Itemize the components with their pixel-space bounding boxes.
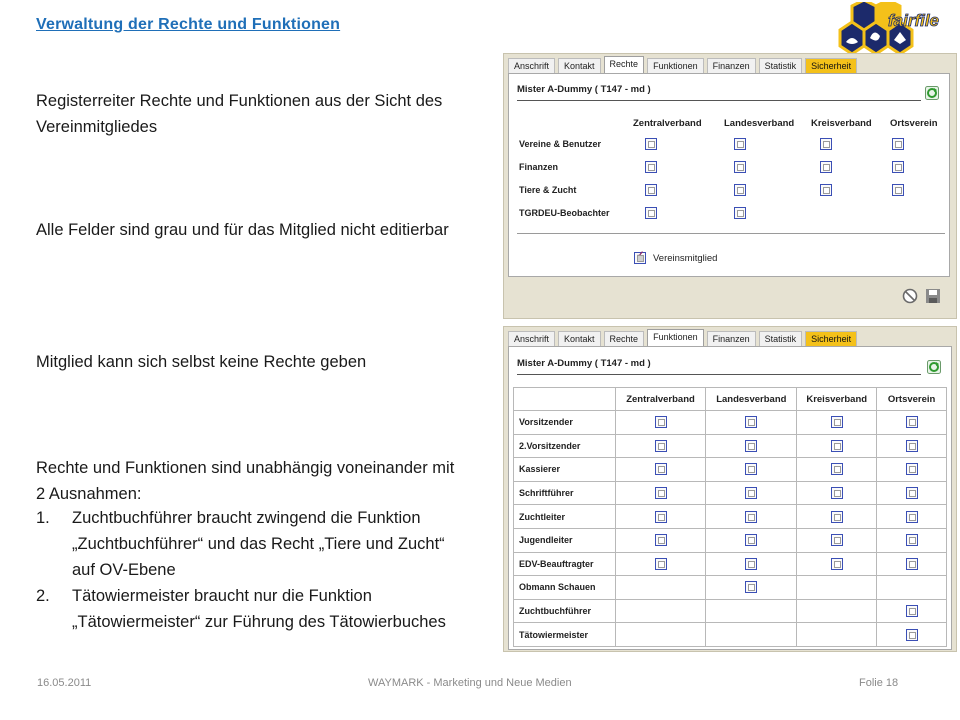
independence-text: Rechte und Funktionen sind unabhängig voneinander mit 2 Ausnahmen: — [36, 459, 455, 503]
rights-checkbox[interactable] — [734, 138, 746, 150]
rights-checkbox[interactable] — [645, 184, 657, 196]
table-cell — [615, 505, 706, 529]
column-header: Ortsverein — [877, 388, 947, 411]
table-cell — [615, 434, 706, 458]
function-checkbox[interactable] — [831, 558, 843, 570]
table-row — [514, 599, 947, 623]
function-checkbox[interactable] — [906, 605, 918, 617]
rights-checkbox[interactable] — [892, 138, 904, 150]
table-row — [514, 623, 947, 647]
table-cell — [706, 623, 797, 647]
function-checkbox[interactable] — [831, 416, 843, 428]
table-cell — [877, 599, 947, 623]
table-cell — [797, 599, 877, 623]
tab-sicherheit[interactable]: Sicherheit — [805, 331, 857, 346]
table-cell — [797, 552, 877, 576]
save-icon[interactable] — [925, 288, 941, 304]
tab-kontakt[interactable]: Kontakt — [558, 58, 601, 73]
rights-checkbox[interactable] — [892, 161, 904, 173]
function-checkbox[interactable] — [906, 463, 918, 475]
vereinsmitglied-checkbox[interactable] — [634, 252, 646, 264]
table-cell — [877, 505, 947, 529]
exceptions-list — [36, 505, 466, 635]
table-cell — [615, 623, 706, 647]
column-header: Zentralverband — [615, 388, 706, 411]
function-checkbox[interactable] — [831, 440, 843, 452]
row-label: Vereine & Benutzer — [519, 139, 602, 149]
table-row — [514, 458, 947, 482]
row-label: Tätowiermeister — [514, 623, 616, 647]
intro-text: Registerreiter Rechte und Funktionen aus der Sicht des Vereinmitgliedes — [36, 92, 443, 136]
function-checkbox[interactable] — [745, 511, 757, 523]
functions-panel — [508, 346, 952, 650]
function-checkbox[interactable] — [906, 534, 918, 546]
rights-checkbox[interactable] — [645, 207, 657, 219]
row-label: 2.Vorsitzender — [514, 434, 616, 458]
table-cell — [877, 481, 947, 505]
table-cell — [877, 458, 947, 482]
table-cell — [797, 623, 877, 647]
table-cell — [615, 481, 706, 505]
tab-sicherheit[interactable]: Sicherheit — [805, 58, 857, 73]
function-checkbox[interactable] — [831, 534, 843, 546]
table-cell — [877, 528, 947, 552]
table-cell — [797, 505, 877, 529]
function-checkbox[interactable] — [655, 463, 667, 475]
table-cell — [797, 528, 877, 552]
table-row — [514, 481, 947, 505]
rights-panel — [508, 73, 950, 277]
column-header: Kreisverband — [797, 388, 877, 411]
row-label: Vorsitzender — [514, 411, 616, 435]
row-label: TGRDEU-Beobachter — [519, 208, 610, 218]
refresh-icon[interactable] — [927, 360, 941, 374]
table-cell — [615, 576, 706, 600]
table-cell — [797, 481, 877, 505]
footer-page-number: Folie 18 — [859, 677, 899, 689]
tab-anschrift[interactable]: Anschrift — [508, 331, 555, 346]
row-label: Zuchtbuchführer — [514, 599, 616, 623]
function-checkbox[interactable] — [655, 416, 667, 428]
tab-rechte[interactable]: Rechte — [604, 331, 645, 346]
tab-funktionen[interactable]: Funktionen — [647, 329, 704, 346]
table-cell — [877, 576, 947, 600]
logo-text: fairfile — [888, 11, 940, 30]
vereinsmitglied-label: Vereinsmitglied — [653, 253, 718, 264]
table-cell — [706, 576, 797, 600]
grey-fields-text: Alle Felder sind grau und für das Mitglied nicht editierbar — [36, 221, 449, 239]
table-cell — [615, 599, 706, 623]
table-row — [514, 528, 947, 552]
table-header-row — [514, 388, 947, 411]
functions-table — [513, 387, 947, 647]
table-row — [514, 411, 947, 435]
cancel-icon[interactable] — [902, 288, 918, 304]
function-checkbox[interactable] — [655, 440, 667, 452]
no-self-rights-text: Mitglied kann sich selbst keine Rechte geben — [36, 353, 367, 371]
tab-funktionen[interactable]: Funktionen — [647, 58, 704, 73]
table-cell — [615, 411, 706, 435]
table-cell — [797, 458, 877, 482]
function-checkbox[interactable] — [745, 581, 757, 593]
member-name: Mister A-Dummy ( T147 - md ) — [517, 84, 651, 95]
function-checkbox[interactable] — [906, 440, 918, 452]
table-cell — [615, 552, 706, 576]
function-checkbox[interactable] — [655, 558, 667, 570]
row-label: Finanzen — [519, 162, 559, 172]
rights-checkbox[interactable] — [734, 161, 746, 173]
member-name: Mister A-Dummy ( T147 - md ) — [517, 358, 651, 369]
member-underline — [517, 374, 921, 375]
column-header: Ortsverein — [890, 118, 938, 129]
function-checkbox[interactable] — [906, 487, 918, 499]
column-header: Kreisverband — [811, 118, 872, 129]
function-checkbox[interactable] — [831, 487, 843, 499]
tab-rechte[interactable]: Rechte — [604, 56, 645, 73]
table-row — [514, 552, 947, 576]
functions-window — [503, 326, 957, 652]
row-label: Tiere & Zucht — [519, 185, 577, 195]
table-cell — [797, 576, 877, 600]
tab-finanzen[interactable]: Finanzen — [707, 58, 756, 73]
table-row — [514, 505, 947, 529]
table-cell — [706, 481, 797, 505]
member-underline — [517, 100, 921, 101]
column-header: Landesverband — [724, 118, 795, 129]
function-checkbox[interactable] — [655, 534, 667, 546]
function-checkbox[interactable] — [906, 511, 918, 523]
table-cell — [877, 623, 947, 647]
rights-checkbox[interactable] — [645, 138, 657, 150]
tab-kontakt[interactable]: Kontakt — [558, 331, 601, 346]
footer-company: WAYMARK - Marketing und Neue Medien — [368, 677, 572, 689]
rights-tab-bar — [508, 58, 857, 73]
refresh-icon[interactable] — [925, 86, 939, 100]
tab-anschrift[interactable]: Anschrift — [508, 58, 555, 73]
rights-checkbox[interactable] — [734, 207, 746, 219]
function-checkbox[interactable] — [745, 463, 757, 475]
function-checkbox[interactable] — [831, 511, 843, 523]
row-label: Obmann Schauen — [514, 576, 616, 600]
row-label: EDV-Beauftragter — [514, 552, 616, 576]
column-header: Zentralverband — [633, 118, 702, 129]
rights-checkbox[interactable] — [820, 161, 832, 173]
column-header: Landesverband — [706, 388, 797, 411]
function-checkbox[interactable] — [655, 487, 667, 499]
function-checkbox[interactable] — [745, 558, 757, 570]
table-cell — [615, 528, 706, 552]
table-row — [514, 434, 947, 458]
row-label: Jugendleiter — [514, 528, 616, 552]
table-cell — [706, 434, 797, 458]
separator — [517, 233, 945, 234]
table-cell — [797, 411, 877, 435]
functions-tab-bar — [508, 331, 857, 346]
tab-statistik[interactable]: Statistik — [759, 331, 803, 346]
function-checkbox[interactable] — [655, 511, 667, 523]
rights-checkbox[interactable] — [820, 184, 832, 196]
table-cell — [706, 411, 797, 435]
list-item: 2. Tätowiermeister braucht nur die Funktion „Tätowiermeister“ zur Führung des Tätowierbuches — [36, 587, 446, 631]
function-checkbox[interactable] — [906, 416, 918, 428]
footer-date: 16.05.2011 — [37, 677, 92, 689]
rights-checkbox[interactable] — [645, 161, 657, 173]
tab-statistik[interactable]: Statistik — [759, 58, 803, 73]
table-cell — [877, 411, 947, 435]
slide-title: Verwaltung der Rechte und Funktionen — [36, 16, 341, 33]
table-cell — [706, 505, 797, 529]
function-checkbox[interactable] — [906, 629, 918, 641]
column-header-empty — [514, 388, 616, 411]
table-cell — [706, 599, 797, 623]
table-cell — [615, 458, 706, 482]
function-checkbox[interactable] — [745, 487, 757, 499]
rights-checkbox[interactable] — [734, 184, 746, 196]
list-item: 1. Zuchtbuchführer braucht zwingend die Funktion „Zuchtbuchführer“ und das Recht „Tiere und Zucht“ auf OV-Ebene — [36, 509, 445, 579]
table-cell — [706, 458, 797, 482]
function-checkbox[interactable] — [745, 416, 757, 428]
table-cell — [877, 552, 947, 576]
tab-finanzen[interactable]: Finanzen — [707, 331, 756, 346]
function-checkbox[interactable] — [906, 558, 918, 570]
function-checkbox[interactable] — [745, 440, 757, 452]
table-cell — [706, 528, 797, 552]
rights-window — [503, 53, 957, 319]
table-cell — [706, 552, 797, 576]
function-checkbox[interactable] — [745, 534, 757, 546]
table-row — [514, 576, 947, 600]
row-label: Zuchtleiter — [514, 505, 616, 529]
table-cell — [877, 434, 947, 458]
rights-checkbox[interactable] — [820, 138, 832, 150]
rights-checkbox[interactable] — [892, 184, 904, 196]
function-checkbox[interactable] — [831, 463, 843, 475]
row-label: Schriftführer — [514, 481, 616, 505]
row-label: Kassierer — [514, 458, 616, 482]
table-cell — [797, 434, 877, 458]
